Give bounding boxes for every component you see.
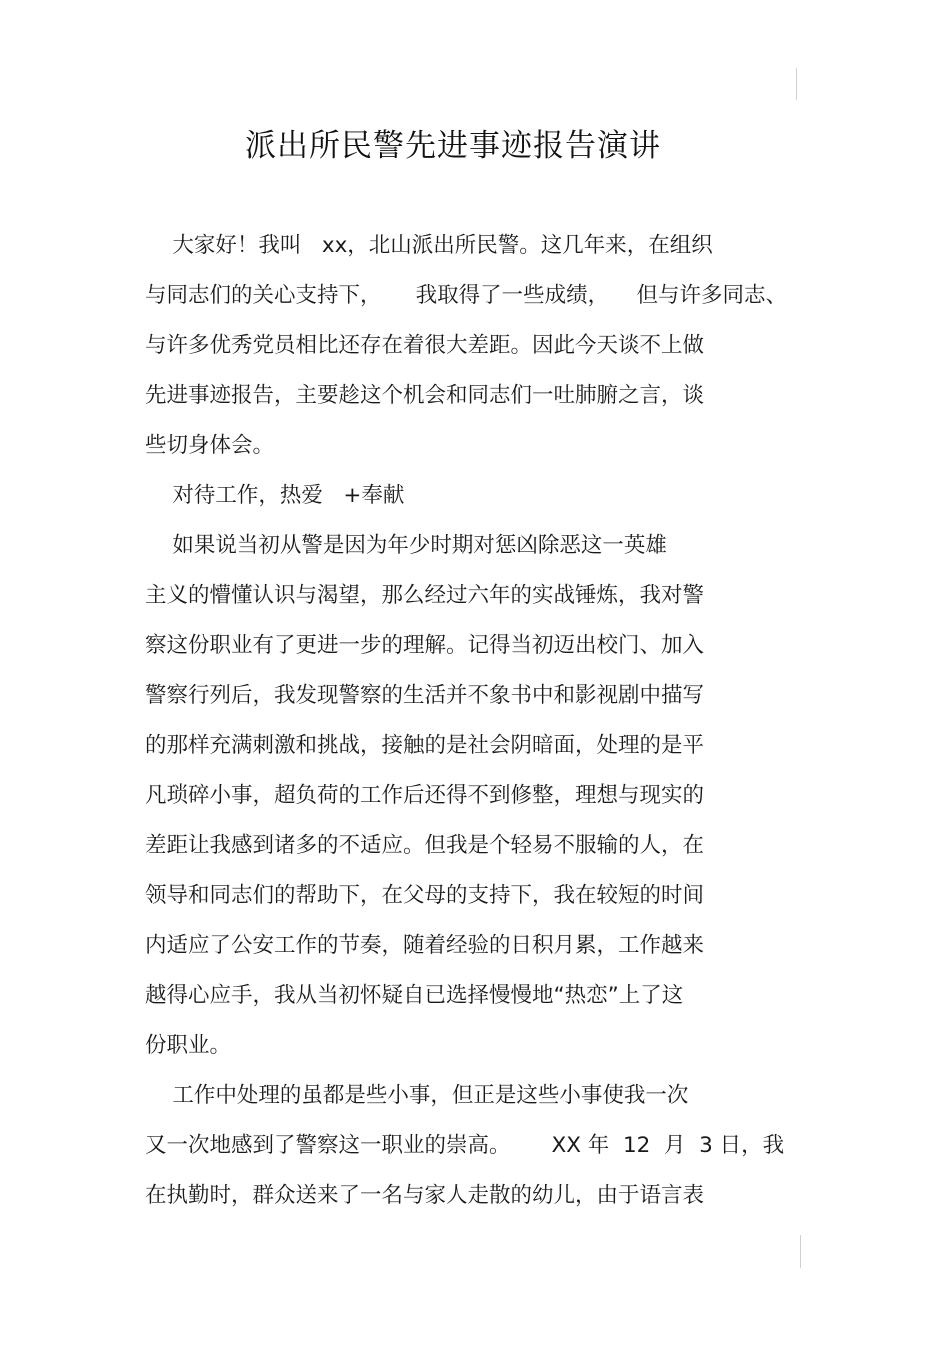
body-line: 越得心应手，我从当初怀疑自已选择慢慢地“热恋”上了这: [145, 983, 684, 1008]
document-title: 派出所民警先进事迹报告演讲: [245, 128, 661, 164]
body-line: 些切身体会。: [145, 433, 275, 458]
body-line: 主义的懵懂认识与渴望，那么经过六年的实战锤炼，我对警: [145, 583, 705, 608]
body-line: 份职业。: [145, 1033, 232, 1058]
body-line: 如果说当初从警是因为年少时期对惩凶除恶这一英雄: [145, 533, 667, 558]
body-line: 又一次地感到了警察这一职业的崇高。 XX 年 12 月 3 日，我: [145, 1133, 785, 1158]
body-line: 与同志们的关心支持下， 我取得了一些成绩， 但与许多同志、: [145, 283, 788, 308]
body-line: 察这份职业有了更进一步的理解。记得当初迈出校门、加入: [145, 633, 705, 658]
page-corner-mark-top: [796, 68, 797, 100]
page-corner-mark-bottom: [800, 1235, 801, 1268]
body-line: 的那样充满刺激和挑战，接触的是社会阴暗面，处理的是平: [145, 733, 705, 758]
body-line: 大家好！我叫 xx，北山派出所民警。这几年来，在组织: [145, 233, 713, 258]
body-line: 工作中处理的虽都是些小事，但正是这些小事使我一次: [145, 1083, 689, 1108]
body-line: 领导和同志们的帮助下，在父母的支持下，我在较短的时间: [145, 883, 705, 908]
body-line: 在执勤时，群众送来了一名与家人走散的幼儿，由于语言表: [145, 1183, 705, 1208]
body-line: 与许多优秀党员相比还存在着很大差距。因此今天谈不上做: [145, 333, 705, 358]
body-line: 差距让我感到诸多的不适应。但我是个轻易不服输的人，在: [145, 833, 705, 858]
body-line: 凡琐碎小事，超负荷的工作后还得不到修整，理想与现实的: [145, 783, 705, 808]
body-line: 先进事迹报告，主要趁这个机会和同志们一吐肺腑之言，谈: [145, 383, 705, 408]
section-heading: 对待工作，热爱 +奉献: [145, 483, 405, 508]
body-line: 警察行列后，我发现警察的生活并不象书中和影视剧中描写: [145, 683, 705, 708]
body-line: 内适应了公安工作的节奏，随着经验的日积月累，工作越来: [145, 933, 705, 958]
